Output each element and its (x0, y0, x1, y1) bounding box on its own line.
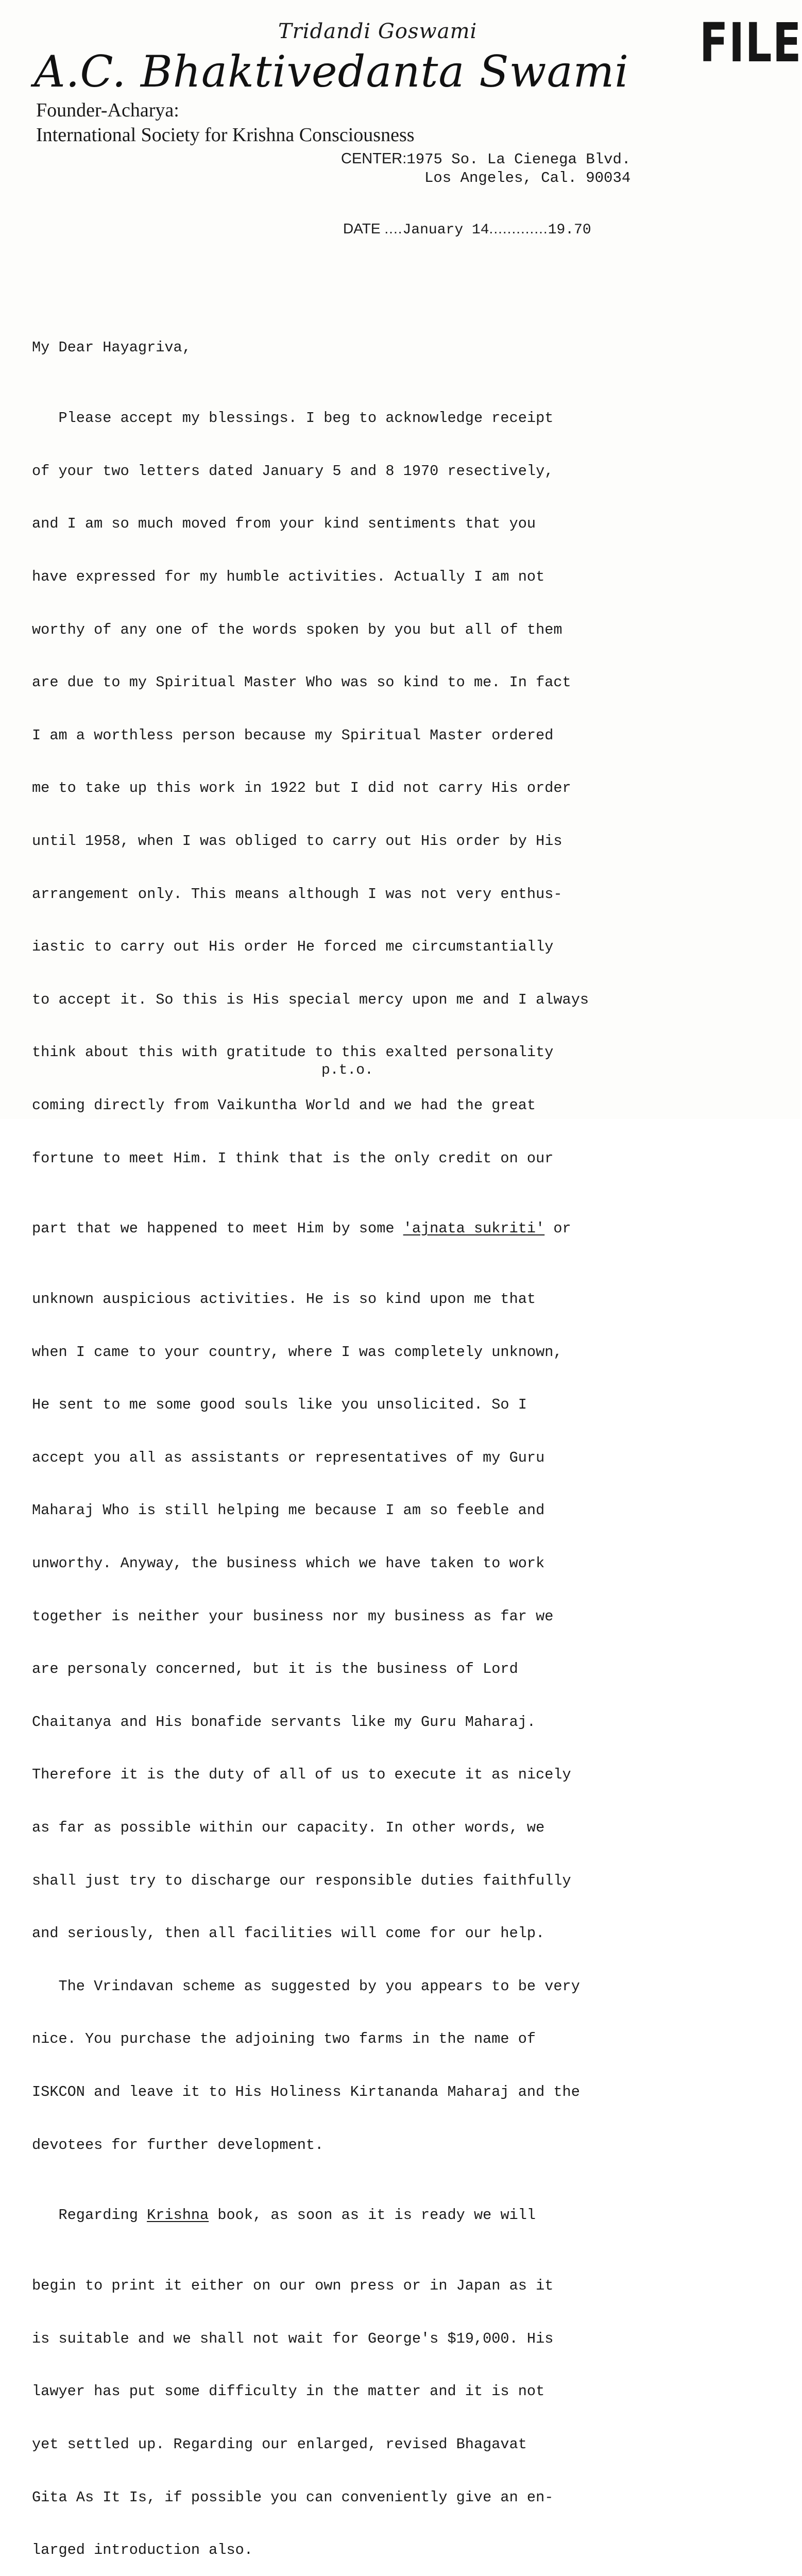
center-address-line-1 (341, 149, 630, 169)
founder-block (36, 98, 415, 147)
body-line: accept you all as assistants or representatives of my Guru (32, 1449, 545, 1466)
letterhead-name: A.C. Bhaktivedanta Swami (34, 46, 629, 97)
body-line: Therefore it is the duty of all of us to execute it as nicely (32, 1766, 571, 1784)
file-stamp: FILE (699, 11, 802, 74)
center-label: CENTER: (341, 150, 407, 167)
body-line: and I am so much moved from your kind sentiments that you (32, 515, 536, 533)
founder-line-2: International Society for Krishna Consciousness (36, 124, 415, 146)
krishna-after: book, as soon as it is ready we will (209, 2207, 536, 2224)
center-address (341, 149, 630, 188)
body-line: together is neither your business nor my business as far we (32, 1607, 554, 1625)
body-line: and seriously, then all facilities will come for our help. (32, 1925, 545, 1942)
body-line: think about this with gratitude to this exalted personality (32, 1044, 554, 1061)
body-line: larged introduction also. (32, 2541, 253, 2559)
body-line: fortune to meet Him. I think that is the only credit on our (32, 1149, 554, 1167)
krishna-book-title: Krishna (147, 2207, 209, 2224)
body-line: me to take up this work in 1922 but I did not carry His order (32, 779, 571, 797)
body-line: Chaitanya and His bonafide servants like my Guru Maharaj. (32, 1713, 536, 1731)
date-label: DATE (343, 221, 381, 236)
body-line: begin to print it either on our own press or in Japan as it (32, 2277, 554, 2295)
body-line: of your two letters dated January 5 and 8 1970 resectively, (32, 462, 554, 480)
body-line: Maharaj Who is still helping me because I am so feeble and (32, 1502, 545, 1519)
body-line: I am a worthless person because my Spiritual Master ordered (32, 726, 554, 744)
salutation: My Dear Hayagriva, (32, 339, 191, 357)
krishna-before: Regarding (32, 2207, 147, 2224)
body-line: devotees for further development. (32, 2136, 324, 2154)
body-line: to accept it. So this is His special mercy upon me and I always (32, 991, 589, 1008)
ajnata-before: part that we happened to meet Him by some (32, 1220, 403, 1238)
body-line-ajnata (32, 1220, 743, 1238)
body-line: have expressed for my humble activities. Actually I am not (32, 568, 545, 585)
body-line: iastic to carry out His order He forced me circumstantially (32, 938, 554, 956)
body-line: as far as possible within our capacity. In other words, we (32, 1819, 545, 1837)
body-line: when I came to your country, where I was completely unknown, (32, 1343, 562, 1361)
body-line: is suitable and we shall not wait for George's $19,000. His (32, 2330, 554, 2347)
body-line: lawyer has put some difficulty in the matter and it is not (32, 2383, 545, 2400)
body-line: ISKCON and leave it to His Holiness Kirtananda Maharaj and the (32, 2083, 580, 2101)
body-line: unknown auspicious activities. He is so kind upon me that (32, 1291, 536, 1308)
body-line: He sent to me some good souls like you unsolicited. So I (32, 1396, 527, 1414)
date-year: 19.70 (548, 222, 591, 238)
body-line: coming directly from Vaikuntha World and we had the great (32, 1096, 536, 1114)
date-line (343, 221, 591, 238)
please-turn-over: p.t.o. (321, 1062, 373, 1078)
body-line: until 1958, when I was obliged to carry out His order by His (32, 832, 562, 850)
body-line: shall just try to discharge our responsible duties faithfully (32, 1872, 571, 1889)
ajnata-sukriti: 'ajnata sukriti' (403, 1220, 545, 1238)
body-line: yet settled up. Regarding our enlarged, revised Bhagavat (32, 2435, 527, 2453)
body-line: worthy of any one of the words spoken by you but all of them (32, 621, 562, 638)
body-line: The Vrindavan scheme as suggested by you appears to be very (32, 1977, 580, 1995)
body-line: are due to my Spiritual Master Who was so kind to me. In fact (32, 674, 571, 691)
founder-line-1: Founder-Acharya: (36, 99, 179, 121)
center-city: Los Angeles, Cal. 90034 (424, 170, 631, 187)
ajnata-after: or (544, 1220, 571, 1238)
center-street: 1975 So. La Cienega Blvd. (406, 151, 631, 168)
date-dots-a: .... (384, 221, 403, 236)
letter-body (32, 304, 743, 2576)
body-line: nice. You purchase the adjoining two farms in the name of (32, 2030, 536, 2048)
body-line: Please accept my blessings. I beg to acknowledge receipt (32, 410, 554, 427)
body-line: unworthy. Anyway, the business which we have taken to work (32, 1555, 545, 1572)
body-line-krishna (32, 2207, 743, 2224)
body-line: arrangement only. This means although I was not very enthus- (32, 885, 562, 903)
date-value: January 14 (402, 222, 489, 238)
date-dots-b: ............. (489, 221, 548, 236)
letterhead-title: Tridandi Goswami (278, 20, 477, 43)
body-line: are personaly concerned, but it is the business of Lord (32, 1660, 518, 1678)
body-line: Gita As It Is, if possible you can conveniently give an en- (32, 2488, 554, 2506)
